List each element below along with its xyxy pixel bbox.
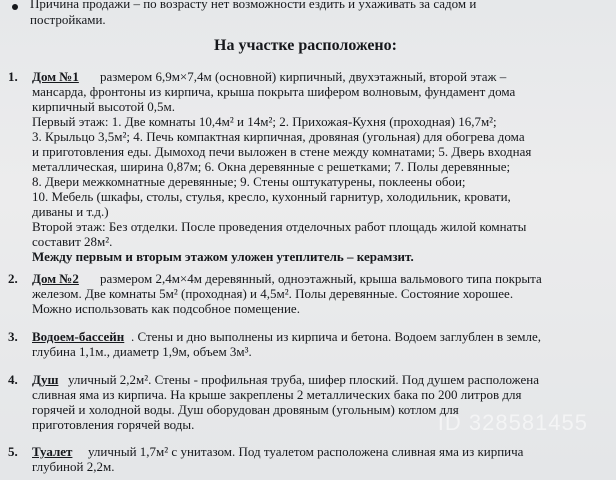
watermark: ID 328581455 xyxy=(437,410,588,435)
item-1-line-13: Между первым и вторым этажом уложен утеплитель – керамзит. xyxy=(32,249,414,264)
item-1-line-5: 3. Крыльцо 3,5м²; 4. Печь компактная кирпичная, дровяная (угольная) для обогрева дома xyxy=(32,129,525,144)
item-5-title: Туалет xyxy=(32,444,73,459)
item-5-line-2: глубиной 2,2м. xyxy=(32,459,115,474)
item-2-line-1: размером 2,4м×4м деревянный, одноэтажный, крыша вальмового типа покрыта xyxy=(100,271,542,286)
item-2-line-2: железом. Две комнаты 5м² (проходная) и 4,5м². Полы деревянные. Состояние хорошее. xyxy=(32,286,514,301)
item-3-title: Водоем-бассейн xyxy=(32,329,125,344)
item-2-title: Дом №2 xyxy=(32,271,79,286)
intro-line-2: постройками. xyxy=(30,12,106,27)
item-5-number: 5. xyxy=(8,444,18,459)
item-4-line-1: уличный 2,2м². Стены - профильная труба, шифер плоский. Под душем расположена xyxy=(68,372,539,387)
item-1-line-2: мансарда, фронтоны из кирпича, крыша покрыта шифером волновым, фундамент дома xyxy=(32,84,516,99)
item-3-line-1: . Стены и дно выполнены из кирпича и бетона. Водоем заглублен в земле, xyxy=(131,329,541,344)
item-3-number: 3. xyxy=(8,329,18,344)
item-1-line-8: 8. Двери межкомнатные деревянные; 9. Стены оштукатурены, поклеены обои; xyxy=(32,174,466,189)
item-1-line-3: кирпичный высотой 0,5м. xyxy=(32,99,176,114)
item-2-line-3: Можно использовать как подсобное помещение. xyxy=(32,301,300,316)
item-1-title: Дом №1 xyxy=(32,69,79,84)
item-5-line-1: уличный 1,7м² с унитазом. Под туалетом расположена сливная яма из кирпича xyxy=(88,444,524,459)
item-4-title: Душ xyxy=(32,372,59,387)
item-1-number: 1. xyxy=(8,69,18,84)
intro-line-1: Причина продажи – по возрасту нет возможности ездить и ухаживать за садом и xyxy=(30,0,477,11)
bullet-icon xyxy=(12,4,18,10)
item-1-line-4: Первый этаж: 1. Две комнаты 10,4м² и 14м²; 2. Прихожая-Кухня (проходная) 16,7м²; xyxy=(32,114,497,129)
item-4-line-3: горячей и холодной воды. Душ оборудован дровяным (угольным) котлом для xyxy=(32,402,459,417)
section-heading: На участке расположено: xyxy=(214,37,397,54)
item-1-line-6: и приготовления еды. Дымоход печи выложен в стене между комнатами; 5. Дверь входная xyxy=(32,144,532,159)
item-1-line-7: металлическая, ширина 0,87м; 6. Окна деревянные с решетками; 7. Полы деревянные; xyxy=(32,159,511,174)
item-1-line-12: составит 28м². xyxy=(32,234,113,249)
item-1-line-9: 10. Мебель (шкафы, столы, стулья, кресло, кухонный гарнитур, холодильник, кровати, xyxy=(32,189,511,204)
item-2-number: 2. xyxy=(8,271,18,286)
item-1-line-10: диваны и т.д.) xyxy=(32,204,109,219)
item-3-line-2: глубина 1,1м., диаметр 1,9м, объем 3м³. xyxy=(32,344,252,359)
item-4-line-4: приготовления горячей воды. xyxy=(32,417,195,432)
item-4-line-2: сливная яма из кирпича. На крыше закреплены 2 металлических бака по 200 литров для xyxy=(32,387,522,402)
item-4-number: 4. xyxy=(8,372,18,387)
item-1-line-1: размером 6,9м×7,4м (основной) кирпичный, двухэтажный, второй этаж – xyxy=(100,69,507,84)
item-1-line-11: Второй этаж: Без отделки. После проведения отделочных работ площадь жилой комнаты xyxy=(32,219,527,234)
